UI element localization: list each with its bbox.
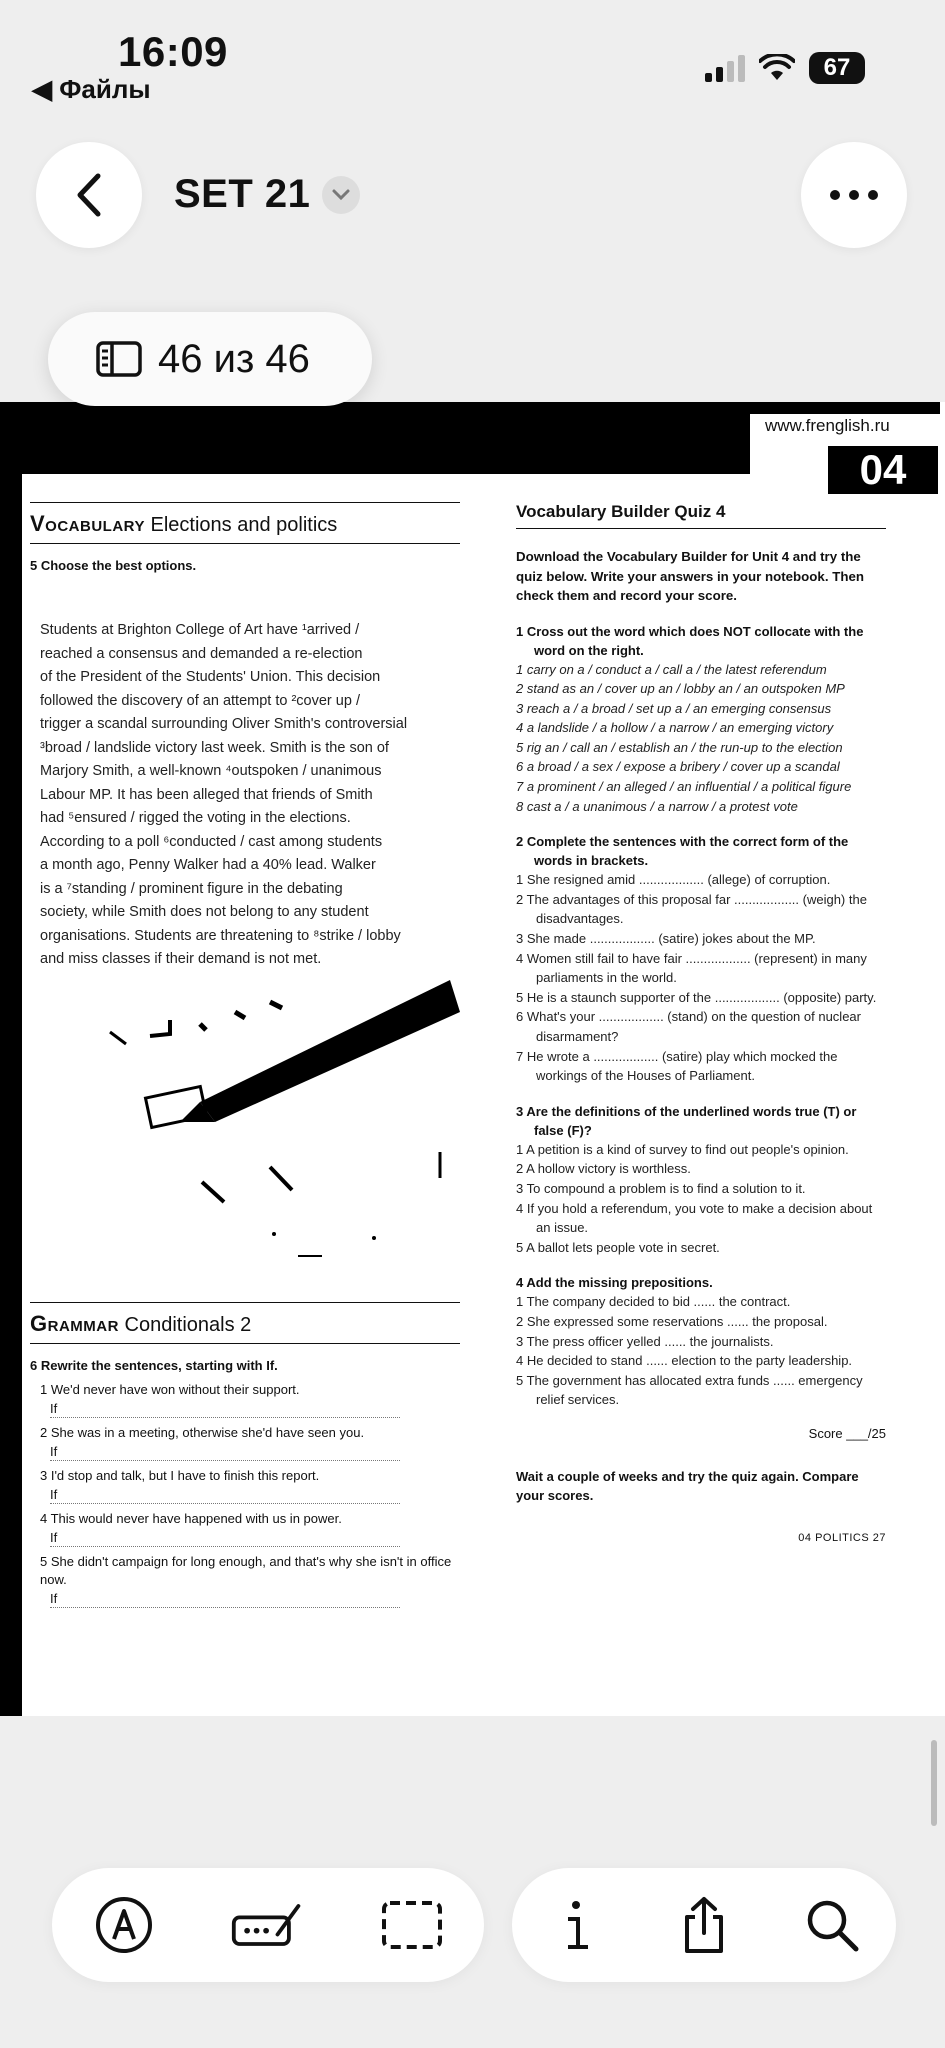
status-icons: [705, 52, 865, 84]
exercise-6-list: [30, 1381, 460, 1608]
title-menu-button[interactable]: [322, 176, 360, 214]
final-instruction: Wait a couple of weeks and try the quiz again. Compare your scores.: [516, 1468, 859, 1504]
scroll-indicator[interactable]: [931, 1740, 937, 1826]
ballot-illustration: [30, 972, 460, 1302]
sidebar-icon: [96, 341, 142, 377]
share-icon: [679, 1895, 729, 1955]
source-url: www.frenglish.ru: [765, 416, 890, 435]
list-item: 7 He wrote a .................. (satire) play which mocked the workings of the Houses of Parliament.: [516, 1048, 838, 1084]
select-icon: [380, 1899, 444, 1951]
question-heading: 3 Are the definitions of the underlined words true (T) or false (F)?: [516, 1103, 857, 1138]
cellular-signal-icon: [705, 54, 745, 82]
quiz-intro: Download the Vocabulary Builder for Unit 4 and try the quiz below. Write your answers in your notebook. Then check them and record your score.: [516, 549, 864, 603]
toolbar-left-group: [52, 1868, 484, 1982]
exercise-5-instruction: 5 Choose the best options.: [30, 558, 197, 573]
answer-line: If: [50, 1401, 400, 1418]
page-scan-edge: [0, 402, 22, 1716]
question-4: [516, 1273, 886, 1410]
question-1: [516, 622, 886, 817]
page-counter-label: 46 из 46: [158, 336, 310, 381]
list-item: 3 reach a / a broad / set up a / an emerging consensus: [516, 700, 832, 716]
exercise-5-paragraph: Students at Brighton College of Art have ¹arrived / reached a consensus and demanded a re-election of the President of the Students' Union. This decision followed the discovery of an attempt to ²cover up / trigger a scandal surrounding Oliver Smith's controversial ³broad / landslide victory last week. Smith is the son of Marjory Smith, a well-known ⁴outspoken / unanimous Labour MP. It has been alleged that friends of Smith had ⁵ensured / rigged the voting in the elections. According to a poll ⁶conducted / cast among students a month ago, Penny Walker had a 40% lead. Walker is a ⁷standing / prominent figure in the debating society, while Smith does not belong to any student organisations. Students are threatening to ⁸strike / lobby and miss classes if their demand is not met.: [40, 622, 408, 967]
list-item: 4 If you hold a referendum, you vote to make a decision about an issue.: [516, 1200, 873, 1236]
list-item: 5 A ballot lets people vote in secret.: [516, 1239, 720, 1255]
vocabulary-heading: Vocabulary Elections and politics: [30, 502, 460, 544]
info-button[interactable]: [538, 1887, 614, 1963]
list-item: 1 She resigned amid .................. (allege) of corruption.: [516, 872, 831, 888]
share-button[interactable]: [666, 1887, 742, 1963]
back-to-files-link[interactable]: ◀ Файлы: [32, 74, 151, 104]
list-item: 1 The company decided to bid ...... the contract.: [516, 1294, 791, 1310]
wifi-icon: [759, 54, 795, 82]
question-heading: 4 Add the missing prepositions.: [516, 1275, 713, 1291]
list-item: 3 She made .................. (satire) jokes about the MP.: [516, 931, 816, 947]
list-item: 6 a broad / a sex / expose a bribery / cover up a scandal: [516, 759, 840, 775]
status-time: 16:09: [118, 28, 228, 75]
question-heading: 1 Cross out the word which does NOT collocate with the word on the right.: [516, 623, 864, 658]
list-item: 6 What's your .................. (stand) on the question of nuclear disarmament?: [516, 1009, 861, 1044]
info-icon: [558, 1897, 594, 1953]
signature-button[interactable]: [230, 1887, 306, 1963]
list-item: 3 I'd stop and talk, but I have to finish this report.: [40, 1467, 320, 1483]
question-heading: 2 Complete the sentences with the correct form of the words in brackets.: [516, 834, 849, 869]
list-item: 4 This would never have happened with us in power.: [40, 1510, 342, 1526]
list-item: 4 a landslide / a hollow / a narrow / an emerging victory: [516, 720, 834, 736]
list-item: 2 A hollow victory is worthless.: [516, 1161, 691, 1177]
list-item: 1 We'd never have won without their support.: [40, 1381, 300, 1397]
signature-icon: [230, 1897, 306, 1953]
answer-line: If: [50, 1444, 400, 1461]
list-item: 4 He decided to stand ...... election to the party leadership.: [516, 1353, 853, 1369]
select-button[interactable]: [374, 1887, 450, 1963]
battery-indicator: 67: [809, 52, 865, 84]
grammar-heading: Grammar Conditionals 2: [30, 1302, 460, 1344]
score-line: Score ___/25: [808, 1425, 886, 1441]
list-item: 2 She expressed some reservations ...... the proposal.: [516, 1313, 828, 1329]
answer-line: If: [50, 1487, 400, 1504]
list-item: 1 carry on a / conduct a / call a / the latest referendum: [516, 661, 827, 677]
list-item: 5 He is a staunch supporter of the .................. (opposite) party.: [516, 989, 877, 1005]
markup-icon: [94, 1895, 154, 1955]
document-title[interactable]: SET 21: [174, 172, 311, 216]
chevron-down-icon: [331, 188, 351, 202]
list-item: 2 stand as an / cover up an / lobby an / an outspoken MP: [516, 681, 845, 697]
list-item: 8 cast a / a unanimous / a narrow / a protest vote: [516, 798, 798, 814]
search-button[interactable]: [794, 1887, 870, 1963]
quiz-heading: Vocabulary Builder Quiz 4: [516, 502, 886, 529]
list-item: 2 The advantages of this proposal far .................. (weigh) the disadvantages.: [516, 891, 867, 927]
exercise-6-instruction: 6 Rewrite the sentences, starting with If.: [30, 1357, 278, 1373]
list-item: 3 To compound a problem is to find a solution to it.: [516, 1180, 806, 1196]
list-item: 5 rig an / call an / establish an / the run-up to the election: [516, 739, 843, 755]
list-item: 7 a prominent / an alleged / an influential / a political figure: [516, 779, 852, 795]
chevron-left-icon: [74, 172, 104, 218]
left-column: [30, 502, 460, 1614]
document-page[interactable]: [0, 402, 945, 1716]
pen-and-ballot-drawing: [30, 972, 460, 1302]
unit-number: 04: [828, 446, 938, 494]
back-button[interactable]: [36, 142, 142, 248]
markup-button[interactable]: [86, 1887, 162, 1963]
answer-line: If: [50, 1530, 400, 1547]
answer-line: If: [50, 1591, 400, 1608]
search-icon: [804, 1897, 860, 1953]
page-counter[interactable]: [48, 312, 372, 406]
page-footer: 04 POLITICS 27: [798, 1531, 886, 1544]
toolbar-right-group: [512, 1868, 896, 1982]
right-column: [516, 502, 886, 1544]
list-item: 1 A petition is a kind of survey to find out people's opinion.: [516, 1141, 849, 1157]
question-3: [516, 1102, 886, 1258]
question-2: [516, 832, 886, 1086]
more-options-button[interactable]: [801, 142, 907, 248]
list-item: 2 She was in a meeting, otherwise she'd have seen you.: [40, 1424, 365, 1440]
list-item: 3 The press officer yelled ...... the journalists.: [516, 1333, 774, 1349]
list-item: 4 Women still fail to have fair .................. (represent) in many parliaments in the world.: [516, 950, 867, 986]
list-item: 5 She didn't campaign for long enough, and that's why she isn't in office now.: [40, 1553, 452, 1587]
ellipsis-icon: [829, 189, 879, 201]
list-item: 5 The government has allocated extra funds ...... emergency relief services.: [516, 1372, 863, 1408]
